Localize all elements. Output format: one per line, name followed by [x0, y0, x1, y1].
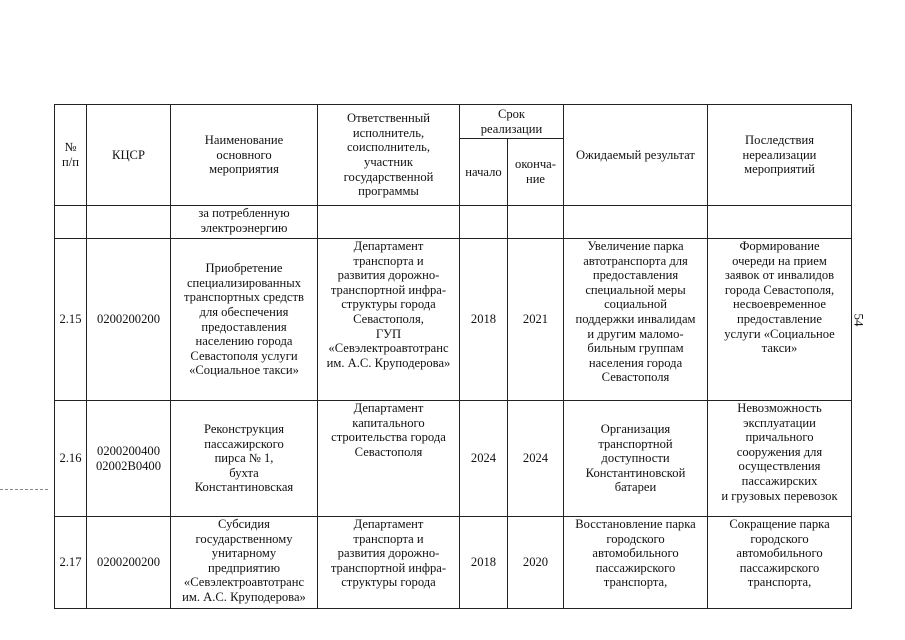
cell-name: Реконструкция пассажирского пирса № 1, бухта Константиновская	[171, 401, 318, 517]
header-kcsr: КЦСР	[87, 105, 171, 206]
header-result: Ожидаемый результат	[564, 105, 708, 206]
cell-start: 2018	[460, 517, 508, 609]
header-executor: Ответственный исполнитель, соисполнитель, участник государственной программы	[318, 105, 460, 206]
cell-name: Субсидия государственному унитарному предприятию «Севэлектроавтотранс им. А.С. Круподерова»	[171, 517, 318, 609]
table-row	[55, 401, 852, 517]
cell-consequences: Невозможность эксплуатации причального сооружения для осуществления пассажирских и грузовых перевозок	[708, 401, 852, 517]
header-num: № п/п	[55, 105, 87, 206]
cell-executor	[318, 206, 460, 239]
cell-kcsr: 0200200400 02002В0400	[87, 401, 171, 517]
cell-name: Приобретение специализированных транспортных средств для обеспечения предоставления населению города Севастополя услуги «Социальное такси»	[171, 239, 318, 401]
header-row-top	[55, 105, 852, 139]
cell-result	[564, 206, 708, 239]
cell-num: 2.15	[55, 239, 87, 401]
cell-result: Организация транспортной доступности Константиновской батареи	[564, 401, 708, 517]
cell-name: за потребленную электроэнергию	[171, 206, 318, 239]
table-row	[55, 517, 852, 609]
cell-kcsr: 0200200200	[87, 239, 171, 401]
cell-result: Восстановление парка городского автомобильного пассажирского транспорта,	[564, 517, 708, 609]
scan-margin-line	[0, 489, 48, 490]
cell-end: 2024	[508, 401, 564, 517]
cell-start	[460, 206, 508, 239]
cell-kcsr	[87, 206, 171, 239]
cell-end	[508, 206, 564, 239]
program-activities-table	[54, 104, 852, 609]
cell-start: 2018	[460, 239, 508, 401]
header-name: Наименование основного мероприятия	[171, 105, 318, 206]
header-end: оконча- ние	[508, 139, 564, 206]
cell-num	[55, 206, 87, 239]
header-term: Срок реализации	[460, 105, 564, 139]
cell-end: 2021	[508, 239, 564, 401]
header-start: начало	[460, 139, 508, 206]
cell-num: 2.16	[55, 401, 87, 517]
cell-result: Увеличение парка автотранспорта для предоставления специальной меры социальной поддержки инвалидам и другим маломо- бильным группам населения города Севастополя	[564, 239, 708, 401]
cell-consequences: Формирование очереди на прием заявок от инвалидов города Севастополя, несвоевременное предоставление услуги «Социальное такси»	[708, 239, 852, 401]
cell-executor: Департамент транспорта и развития дорожно- транспортной инфра- структуры города	[318, 517, 460, 609]
header-consequences: Последствия нереализации мероприятий	[708, 105, 852, 206]
table-row	[55, 206, 852, 239]
table-row	[55, 239, 852, 401]
cell-num: 2.17	[55, 517, 87, 609]
page-number: 54	[851, 313, 867, 327]
cell-executor: Департамент капитального строительства города Севастополя	[318, 401, 460, 517]
cell-executor: Департамент транспорта и развития дорожно- транспортной инфра- структуры города Севастополя, ГУП «Севэлектроавтотранс им. А.С. Круподерова»	[318, 239, 460, 401]
cell-consequences	[708, 206, 852, 239]
cell-end: 2020	[508, 517, 564, 609]
cell-kcsr: 0200200200	[87, 517, 171, 609]
cell-start: 2024	[460, 401, 508, 517]
cell-consequences: Сокращение парка городского автомобильного пассажирского транспорта,	[708, 517, 852, 609]
